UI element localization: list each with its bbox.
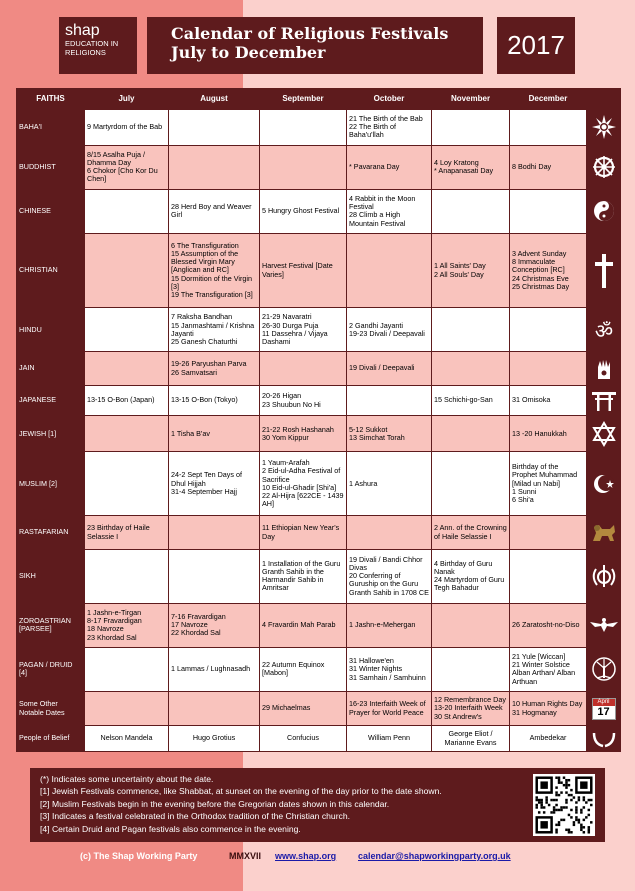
page-title [147,17,483,74]
festival-cell: Hugo Grotius [169,726,260,752]
laurel-icon [587,726,621,752]
qr-code[interactable] [533,774,595,836]
festival-cell: 10 Human Rights Day 31 Hogmanay [510,692,587,726]
faith-row [17,549,621,603]
website-link[interactable]: www.shap.org [275,851,337,861]
faith-name: Some Other Notable Dates [17,692,85,726]
faith-name: HINDU [17,308,85,352]
tree-of-life-icon [587,647,621,691]
title-line-1: Calendar of Religious Festivals [171,24,449,43]
faith-name: CHRISTIAN [17,233,85,307]
yin-yang-icon [587,189,621,233]
festival-cell: 7-16 Fravardigan 17 Navroze 22 Khordad Sal [169,603,260,647]
festival-cell: 19 Divali / Bandi Chhor Divas 20 Conferring of Guruship on the Guru Granth Sahib in 1708 CE [347,549,432,603]
faith-name: People of Belief [17,726,85,752]
festival-cell: 1 Lammas / Lughnasadh [169,647,260,691]
festival-cell: 1 Jashn-e-Mehergan [347,603,432,647]
faith-name: PAGAN / DRUID [4] [17,647,85,691]
festival-cell: 4 Fravardin Mah Parab [260,603,347,647]
logo-line-2: RELIGIONS [65,48,106,57]
festival-cell: George Eliot / Marianne Evans [432,726,510,752]
faith-row [17,308,621,352]
festival-cell [432,416,510,452]
festival-cell [510,308,587,352]
festival-cell: 24-2 Sept Ten Days of Dhul Hijjah 31-4 September Hajj [169,452,260,516]
faith-name: SIKH [17,549,85,603]
festival-cell: 1 Installation of the Guru Granth Sahib in the Harmandir Sahib in Amritsar [260,549,347,603]
logo-line-1: EDUCATION IN [65,39,119,48]
year-box: 2017 [497,17,575,74]
jain-hand-icon [587,352,621,385]
faith-name: JAPANESE [17,385,85,416]
festival-cell: 16-23 Interfaith Week of Prayer for World Peace [347,692,432,726]
festival-cell: 23 Birthday of Haile Selassie I [85,516,169,549]
column-header-4: October [347,89,432,110]
festival-cell: 20-26 Higan 23 Shuubun No Hi [260,385,347,416]
festival-cell [85,692,169,726]
festival-cell: 31 Hallowe'en 31 Winter Nights 31 Samhain / Samhuinn [347,647,432,691]
calendar-month: April [593,699,615,706]
qr-code-image [533,774,595,836]
festival-cell [510,189,587,233]
festival-cell [432,603,510,647]
festival-cell [85,416,169,452]
festival-cell: 13 -20 Hanukkah [510,416,587,452]
festival-cell [510,110,587,146]
festival-cell: 1 Tisha B'av [169,416,260,452]
festival-cell: Birthday of the Prophet Muhammad [Milad un Nabi] 1 Sunni 6 Shi'a [510,452,587,516]
festival-cell: 6 The Transfiguration 15 Assumption of the Blessed Virgin Mary [Anglican and RC] 15 Dormition of the Virgin [3] 19 The Transfiguration [3] [169,233,260,307]
dharma-wheel-icon [587,145,621,189]
festival-cell: 12 Remembrance Day 13-20 Interfaith Week 30 St Andrew's [432,692,510,726]
faith-row [17,692,621,726]
festival-cell [85,647,169,691]
festival-cell: 2 Ann. of the Crowning of Haile Selassie I [432,516,510,549]
calendar-icon [587,692,621,726]
column-header-5: November [432,89,510,110]
lion-icon [587,516,621,549]
column-header-3: September [260,89,347,110]
faith-row [17,110,621,146]
festival-cell: Ambedekar [510,726,587,752]
festival-cell: Nelson Mandela [85,726,169,752]
faith-name: ZOROASTRIAN [PARSEE] [17,603,85,647]
festival-cell: 9 Martyrdom of the Bab [85,110,169,146]
festival-cell [85,189,169,233]
logo-main: shap [65,22,100,39]
festival-cell: 29 Michaelmas [260,692,347,726]
festival-cell [169,692,260,726]
festival-cell: 19-26 Paryushan Parva 26 Samvatsari [169,352,260,385]
footer [0,851,635,871]
festival-cell: Confucius [260,726,347,752]
festival-cell: 8 Bodhi Day [510,145,587,189]
festival-cell: 5-12 Sukkot 13 Simchat Torah [347,416,432,452]
column-header-1: July [85,89,169,110]
column-header-2: August [169,89,260,110]
faith-name: MUSLIM [2] [17,452,85,516]
festival-cell [169,516,260,549]
festival-cell [510,516,587,549]
email-link[interactable]: calendar@shapworkingparty.org.uk [358,851,511,861]
festival-cell: Harvest Festival [Date Varies] [260,233,347,307]
faith-row [17,726,621,752]
title-line-2: July to December [171,43,326,62]
faith-name: JAIN [17,352,85,385]
festival-cell [260,352,347,385]
festival-cell [347,233,432,307]
crescent-star-icon [587,452,621,516]
festival-cell [85,352,169,385]
festival-cell [85,549,169,603]
festival-cell: 26 Zaratosht-no-Diso [510,603,587,647]
festival-cell: 1 Jashn-e-Tirgan 8-17 Fravardigan 18 Navroze 23 Khordad Sal [85,603,169,647]
festival-cell [347,385,432,416]
faith-row [17,647,621,691]
festival-cell: 13-15 O-Bon (Japan) [85,385,169,416]
roman-year: MMXVII [229,851,262,861]
festival-cell: 1 All Saints' Day 2 All Souls' Day [432,233,510,307]
star-of-david-icon [587,416,621,452]
festival-cell: 13-15 O-Bon (Tokyo) [169,385,260,416]
festival-cell [260,145,347,189]
festival-cell: 21 Yule [Wiccan] 21 Winter Solstice Alban Arthan/ Alban Arthuan [510,647,587,691]
festival-cell: 15 Schichi-go-San [432,385,510,416]
footnote: [2] Muslim Festivals begin in the evening before the Gregorian dates shown in this calendar. [40,798,390,809]
faith-name: BAHA'I [17,110,85,146]
faith-name: JEWISH [1] [17,416,85,452]
festival-cell: 28 Herd Boy and Weaver Girl [169,189,260,233]
footnotes-list [40,773,595,835]
faith-row [17,516,621,549]
footnote: (*) Indicates some uncertainty about the date. [40,774,214,784]
faith-row [17,233,621,307]
icon-column-header [587,89,621,110]
festival-cell [169,549,260,603]
faith-name: CHINESE [17,189,85,233]
festival-cell [85,308,169,352]
festival-cell: * Pavarana Day [347,145,432,189]
festival-cell: William Penn [347,726,432,752]
festival-cell: 1 Ashura [347,452,432,516]
faith-row [17,416,621,452]
faith-row [17,385,621,416]
festival-cell [510,549,587,603]
festival-cell [169,110,260,146]
festival-cell: 8/15 Asalha Puja / Dhamma Day 6 Chokor [Cho Kor Du Chen] [85,145,169,189]
column-header-0: FAITHS [17,89,85,110]
festival-cell [169,145,260,189]
festival-cell: 2 Gandhi Jayanti 19-23 Divali / Deepavali [347,308,432,352]
footnote: [1] Jewish Festivals commence, like Shabbat, at sunset on the evening of the day prior to the date shown. [40,786,442,797]
faith-row [17,603,621,647]
festival-cell [347,516,432,549]
om-icon [587,308,621,352]
festival-cell: 19 Divali / Deepavali [347,352,432,385]
festival-cell [432,110,510,146]
festival-cell: 4 Birthday of Guru Nanak 24 Martyrdom of Guru Tegh Bahadur [432,549,510,603]
festival-cell [432,189,510,233]
bahai-star-icon [587,110,621,146]
copyright-text: (c) The Shap Working Party [80,851,198,861]
festival-cell [432,647,510,691]
faith-row [17,452,621,516]
festival-cell [432,452,510,516]
faith-name: BUDDHIST [17,145,85,189]
footnote: [4] Certain Druid and Pagan festivals also commence in the evening. [40,823,301,834]
khanda-icon [587,549,621,603]
faith-row [17,352,621,385]
shap-logo [59,17,137,74]
festival-cell: 4 Loy Kratong * Anapanasati Day [432,145,510,189]
festival-cell [85,452,169,516]
festival-cell: 4 Rabbit in the Moon Festival 28 Climb a High Mountain Festival [347,189,432,233]
festival-cell: 21-29 Navaratri 26-30 Durga Puja 11 Dassehra / Vijaya Dashami [260,308,347,352]
cross-icon [587,233,621,307]
calendar-day: 17 [597,705,610,718]
svg-text:ॐ: ॐ [594,318,613,342]
footnote: [3] Indicates a festival celebrated in the Orthodox tradition of the Christian church. [40,811,351,822]
column-header-6: December [510,89,587,110]
festival-cell [510,352,587,385]
festival-cell: 5 Hungry Ghost Festival [260,189,347,233]
festival-cell: 3 Advent Sunday 8 Immaculate Conception [RC] 24 Christmas Eve 25 Christmas Day [510,233,587,307]
torii-gate-icon [587,385,621,416]
festival-cell: 21-22 Rosh Hashanah 30 Yom Kippur [260,416,347,452]
festival-cell: 22 Autumn Equinox [Mabon] [260,647,347,691]
festival-table [16,88,621,752]
header-row [17,89,621,110]
festival-cell [85,233,169,307]
festival-cell: 7 Raksha Bandhan 15 Janmashtami / Krishna Jayanti 25 Ganesh Chaturthi [169,308,260,352]
festival-cell [432,308,510,352]
faith-row [17,145,621,189]
festival-cell: 11 Ethiopian New Year's Day [260,516,347,549]
faith-name: RASTAFARIAN [17,516,85,549]
festival-cell [260,110,347,146]
footnotes-box [30,768,605,842]
faravahar-icon [587,603,621,647]
festival-cell: 1 Yaum-Arafah 2 Eid-ul-Adha Festival of Sacrifice 10 Eid-ul-Ghadir [Shi'a] 22 Al-Hijra [622CE - 1439 AH] [260,452,347,516]
festival-cell: 21 The Birth of the Bab 22 The Birth of Baha'u'llah [347,110,432,146]
faith-row [17,189,621,233]
festival-cell [432,352,510,385]
festival-cell: 31 Omisoka [510,385,587,416]
